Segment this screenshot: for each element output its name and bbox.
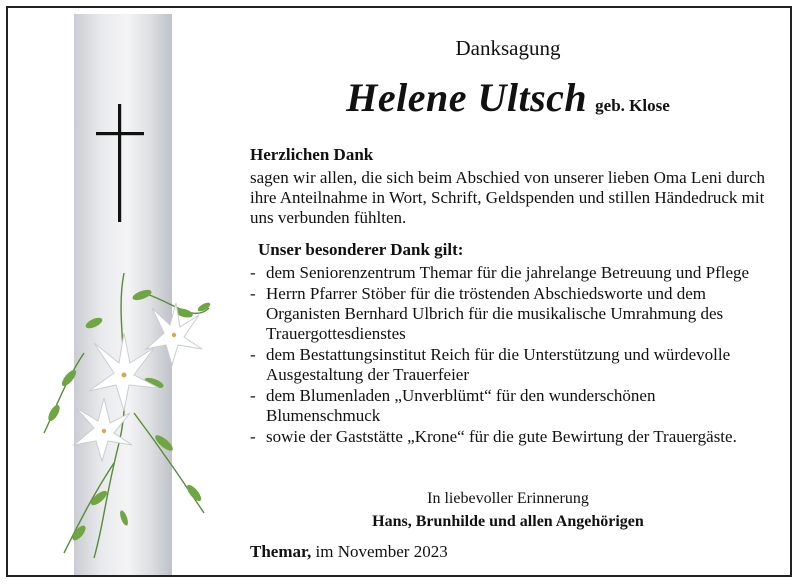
list-item xyxy=(250,284,770,344)
bullet-dash: - xyxy=(250,427,256,446)
signers: Hans, Brunhilde und allen Angehörigen xyxy=(372,513,644,530)
bullet-dash: - xyxy=(250,263,256,282)
bullet-dash: - xyxy=(250,345,256,364)
intro-paragraph: sagen wir allen, die sich beim Abschied von unserer lieben Oma Leni durch ihre Anteilnahme in Wort, Schrift, Geldspenden und stillen Händedruck mit uns verbunden fühlten. xyxy=(250,168,766,227)
closing-line: In liebevoller Erinnerung xyxy=(427,490,589,507)
deceased-name-line xyxy=(248,74,768,121)
list-item xyxy=(250,427,770,447)
notice-frame xyxy=(6,6,792,577)
list-item xyxy=(250,263,770,283)
lily-bouquet-illustration xyxy=(24,263,224,563)
date: im November 2023 xyxy=(311,542,448,561)
list-item-text: sowie der Gaststätte „Krone“ für die gute Bewirtung der Trauergäste. xyxy=(266,427,737,446)
list-item-text: Herrn Pfarrer Stöber für die tröstenden Abschiedsworte und dem Organisten Bernhard Ulbrich für die musikalische Umrahmung des Trauergottesdienstes xyxy=(266,284,724,343)
thanks-list xyxy=(250,263,770,448)
dateline xyxy=(250,542,448,562)
bullet-dash: - xyxy=(250,386,256,405)
list-item xyxy=(250,386,770,426)
maiden-name: geb. Klose xyxy=(595,96,670,115)
greeting: Herzlichen Dank xyxy=(250,145,374,164)
list-item-text: dem Seniorenzentrum Themar für die jahrelange Betreuung und Pflege xyxy=(266,263,750,282)
special-thanks-heading: Unser besonderer Dank gilt: xyxy=(258,240,464,259)
deceased-name: Helene Ultsch xyxy=(346,75,588,120)
place: Themar, xyxy=(250,542,312,561)
list-item xyxy=(250,345,770,385)
notice-kicker: Danksagung xyxy=(455,36,561,60)
list-item-text: dem Bestattungsinstitut Reich für die Unterstützung und würdevolle Ausgestaltung der Trauerfeier xyxy=(266,345,731,384)
latin-cross-icon xyxy=(96,104,144,222)
list-item-text: dem Blumenladen „Unverblümt“ für den wunderschönen Blumenschmuck xyxy=(266,386,656,425)
bullet-dash: - xyxy=(250,284,256,303)
